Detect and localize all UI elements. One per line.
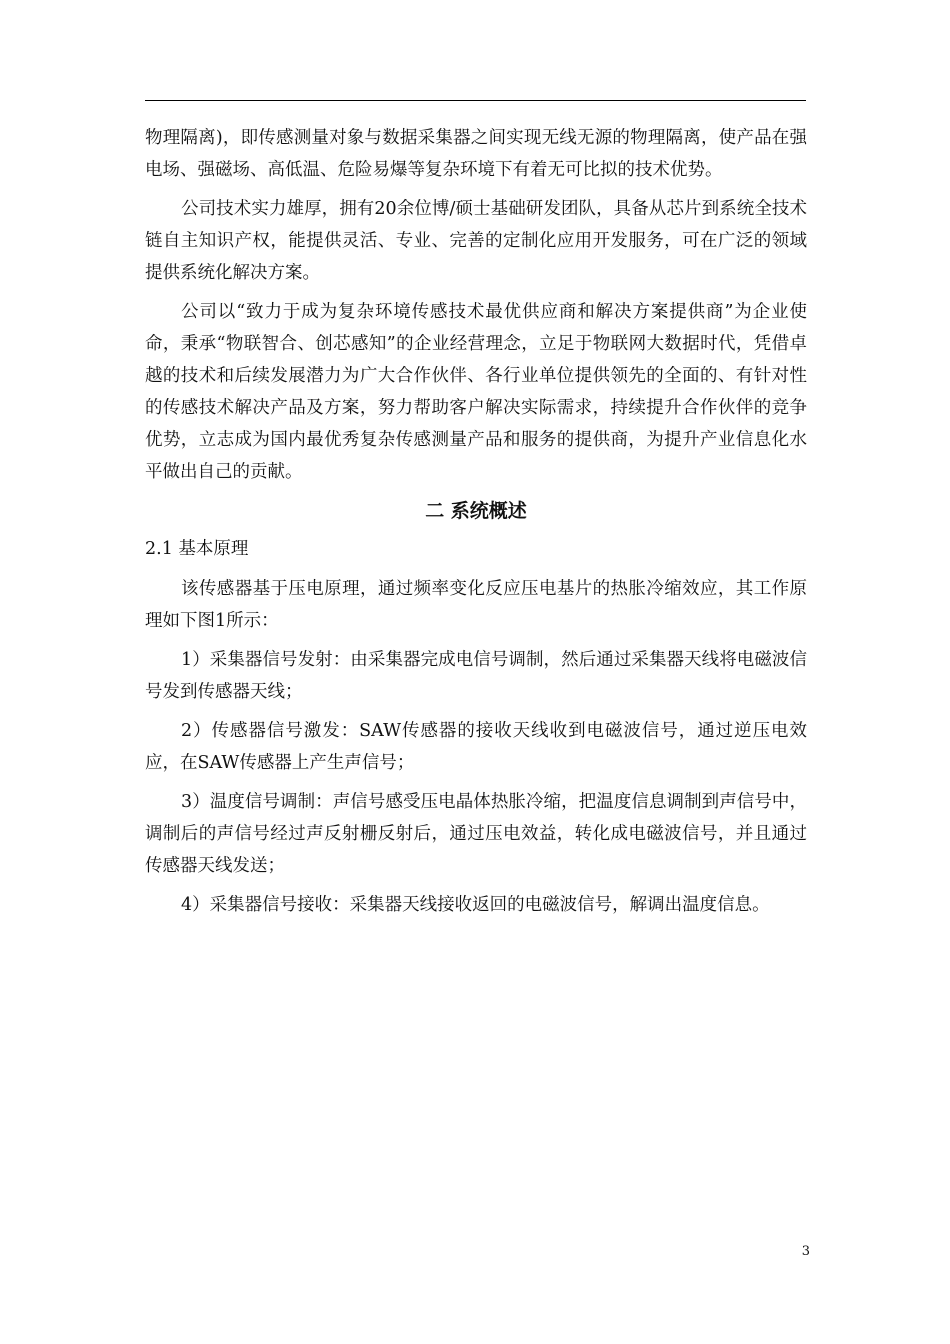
section-title: 二 系统概述	[425, 500, 527, 522]
header-rule	[145, 100, 806, 101]
list-item-step-4: 4）采集器信号接收：采集器天线接收返回的电磁波信号，解调出温度信息。	[181, 895, 770, 915]
list-item-step-2: 2）传感器信号激发：SAW传感器的接收天线收到电磁波信号，通过逆压电效应，在SAW传感器上产生声信号；	[145, 721, 807, 773]
page-body	[145, 122, 807, 928]
paragraph-mission: 公司以“致力于成为复杂环境传感技术最优供应商和解决方案提供商”为企业使命，秉承“物联智合、创芯感知”的企业经营理念，立足于物联网大数据时代，凭借卓越的技术和后续发展潜力为广大合作伙伴、各行业单位提供领先的全面的、有针对性的传感技术解决产品及方案，努力帮助客户解决实际需求，持续提升合作伙伴的竞争优势，立志成为国内最优秀复杂传感测量产品和服务的提供商，为提升产业信息化水平做出自己的贡献。	[145, 302, 807, 482]
paragraph-isolation: 物理隔离)，即传感测量对象与数据采集器之间实现无线无源的物理隔离，使产品在强电场、强磁场、高低温、危险易爆等复杂环境下有着无可比拟的技术优势。	[145, 128, 807, 180]
paragraph-tech-strength: 公司技术实力雄厚，拥有20余位博/硕士基础研发团队，具备从芯片到系统全技术链自主知识产权，能提供灵活、专业、完善的定制化应用开发服务，可在广泛的领域提供系统化解决方案。	[145, 199, 807, 283]
list-item-step-1: 1）采集器信号发射：由采集器完成电信号调制，然后通过采集器天线将电磁波信号发到传感器天线；	[145, 650, 807, 702]
paragraph-principle-intro: 该传感器基于压电原理，通过频率变化反应压电基片的热胀冷缩效应，其工作原理如下图1所示：	[145, 579, 807, 631]
page-number: 3	[801, 1244, 810, 1259]
subsection-title: 2.1 基本原理	[145, 539, 249, 559]
list-item-step-3: 3）温度信号调制：声信号感受压电晶体热胀冷缩，把温度信息调制到声信号中，调制后的声信号经过声反射栅反射后，通过压电效益，转化成电磁波信号，并且通过传感器天线发送；	[145, 792, 807, 876]
